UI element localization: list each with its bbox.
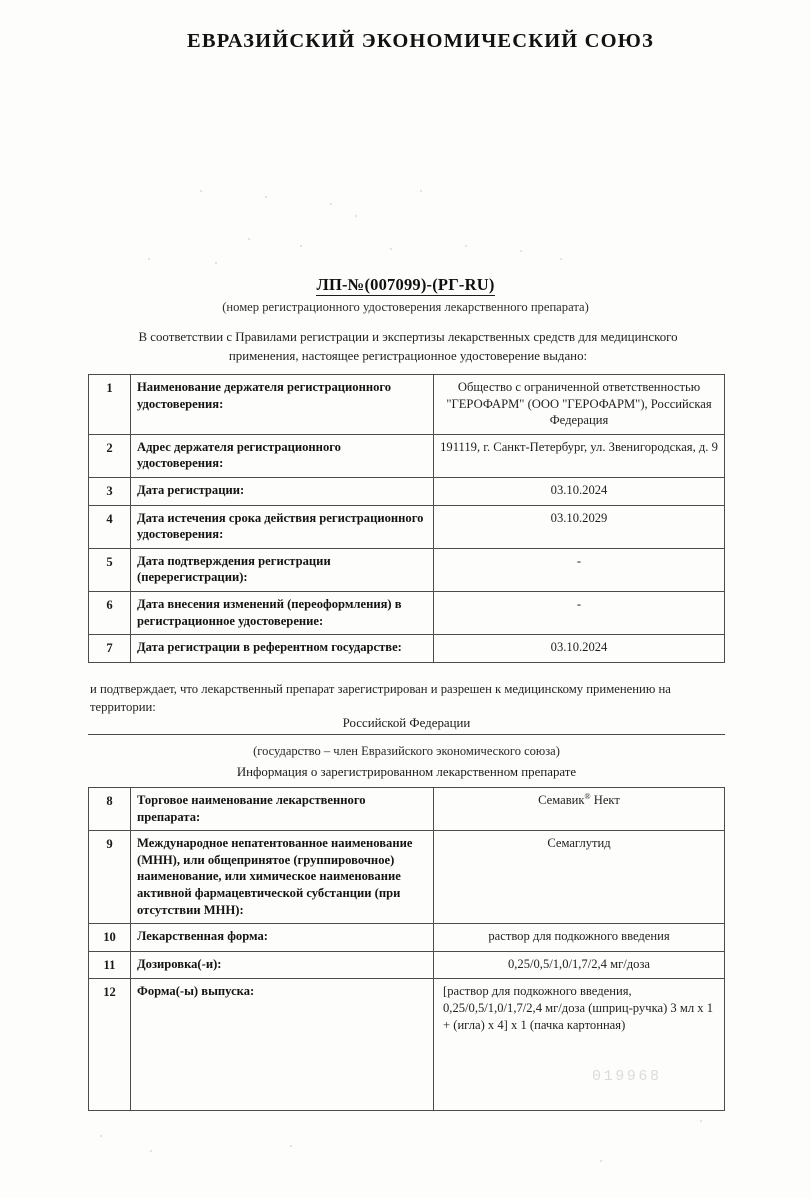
table-row xyxy=(89,591,725,634)
scan-speckle xyxy=(215,262,217,264)
trade-name: Семавик xyxy=(538,793,585,807)
row-label: Лекарственная форма: xyxy=(131,924,434,952)
scan-watermark-number: 019968 xyxy=(592,1068,662,1085)
row-value: 0,25/0,5/1,0/1,7/2,4 мг/доза xyxy=(434,951,725,979)
row-value: 03.10.2024 xyxy=(434,635,725,663)
holder-table xyxy=(88,374,725,663)
country-caption: (государство – член Евразийского экономического союза) xyxy=(253,744,560,758)
row-number: 12 xyxy=(89,979,131,1111)
scan-speckle xyxy=(600,1160,602,1162)
row-number: 9 xyxy=(89,831,131,924)
product-table xyxy=(88,787,725,1111)
row-label: Дозировка(-и): xyxy=(131,951,434,979)
row-value: - xyxy=(434,591,725,634)
intro-paragraph: В соответствии с Правилами регистрации и экспертизы лекарственных средств для медицинского применения, настоящее регистрационное удостоверение выдано: xyxy=(138,330,678,363)
scan-speckle xyxy=(390,248,392,250)
scan-speckle xyxy=(560,258,562,260)
row-value: [раствор для подкожного введения, 0,25/0,5/1,0/1,7/2,4 мг/доза (шприц-ручка) 3 мл х 1 + (игла) х 4] х 1 (пачка картонная) xyxy=(434,979,725,1111)
row-number: 4 xyxy=(89,505,131,548)
table-row xyxy=(89,505,725,548)
table-row xyxy=(89,788,725,831)
table-row xyxy=(89,375,725,435)
row-label: Дата подтверждения регистрации (перерегистрации): xyxy=(131,548,434,591)
table-row xyxy=(89,477,725,505)
scan-speckle xyxy=(150,1150,152,1152)
scan-speckle xyxy=(465,245,467,247)
table-row xyxy=(89,434,725,477)
table-row xyxy=(89,831,725,924)
registration-number-value: ЛП-№(007099)-(РГ-RU) xyxy=(316,275,495,294)
row-label: Адрес держателя регистрационного удостоверения: xyxy=(131,434,434,477)
table-row xyxy=(89,924,725,952)
product-info-heading: Информация о зарегистрированном лекарственном препарате xyxy=(236,765,577,779)
scan-speckle xyxy=(200,190,202,192)
registration-number-caption: (номер регистрационного удостоверения лекарственного препарата) xyxy=(222,300,589,314)
scan-speckle xyxy=(100,1135,102,1137)
row-value: 191119, г. Санкт-Петербург, ул. Звенигородская, д. 9 xyxy=(434,434,725,477)
row-number: 10 xyxy=(89,924,131,952)
row-value: 03.10.2024 xyxy=(434,477,725,505)
row-value: - xyxy=(434,548,725,591)
row-number: 8 xyxy=(89,788,131,831)
scan-speckle xyxy=(330,203,332,205)
row-label: Дата регистрации в референтном государстве: xyxy=(131,635,434,663)
scan-speckle xyxy=(520,250,522,252)
table-row xyxy=(89,635,725,663)
scan-speckle xyxy=(265,196,267,198)
row-value: Семаглутид xyxy=(434,831,725,924)
row-label: Международное непатентованное наименование (МНН), или общепринятое (группировочное) наименование, или химическое наименование активной фармацевтической субстанции (при отсутствии МНН): xyxy=(131,831,434,924)
table-row xyxy=(89,951,725,979)
table-row xyxy=(89,548,725,591)
row-number: 1 xyxy=(89,375,131,435)
row-value: Общество с ограниченной ответственностью "ГЕРОФАРМ" (ООО "ГЕРОФАРМ"), Российская Федерация xyxy=(434,375,725,435)
row-label: Торговое наименование лекарственного препарата: xyxy=(131,788,434,831)
row-label: Дата истечения срока действия регистрационного удостоверения: xyxy=(131,505,434,548)
table-row xyxy=(89,979,725,1111)
scan-speckle xyxy=(355,215,357,217)
row-number: 11 xyxy=(89,951,131,979)
scan-speckle xyxy=(290,1145,292,1147)
document-title: ЕВРАЗИЙСКИЙ ЭКОНОМИЧЕСКИЙ СОЮЗ xyxy=(187,30,654,52)
row-label: Дата внесения изменений (переоформления) в регистрационное удостоверение: xyxy=(131,591,434,634)
row-number: 5 xyxy=(89,548,131,591)
row-value: 03.10.2029 xyxy=(434,505,725,548)
scan-speckle xyxy=(420,190,422,192)
scan-speckle xyxy=(148,258,150,260)
trade-name-suffix: Нект xyxy=(590,793,620,807)
row-number: 3 xyxy=(89,477,131,505)
registered-trademark-icon: ® xyxy=(584,791,591,801)
confirmation-text: и подтверждает, что лекарственный препарат зарегистрирован и разрешен к медицинскому применению на территории: xyxy=(90,682,671,714)
row-value xyxy=(434,788,725,831)
row-value: раствор для подкожного введения xyxy=(434,924,725,952)
row-label: Наименование держателя регистрационного удостоверения: xyxy=(131,375,434,435)
country-name: Российской Федерации xyxy=(88,716,725,735)
scan-speckle xyxy=(300,245,302,247)
scan-speckle xyxy=(248,238,250,240)
row-number: 6 xyxy=(89,591,131,634)
row-number: 7 xyxy=(89,635,131,663)
row-label: Дата регистрации: xyxy=(131,477,434,505)
row-label: Форма(-ы) выпуска: xyxy=(131,979,434,1111)
row-number: 2 xyxy=(89,434,131,477)
registration-number xyxy=(0,275,811,295)
scan-speckle xyxy=(700,1120,702,1122)
